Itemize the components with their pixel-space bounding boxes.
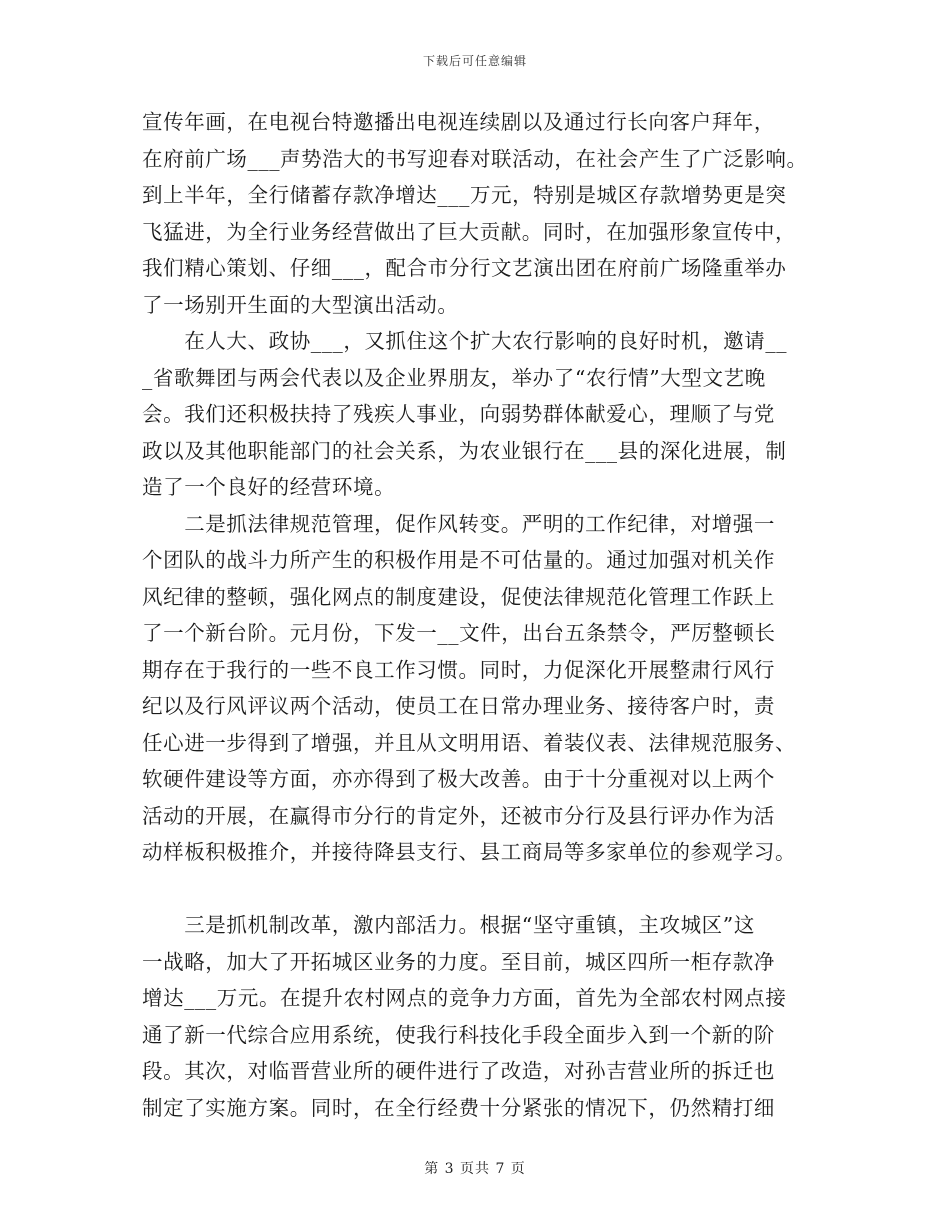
page-header-note: 下载后可任意编辑	[422, 54, 527, 68]
text-line: 飞猛进，为全行业务经营做出了巨大贡献。同时，在加强形象宣传中，	[142, 219, 797, 244]
text-line: 政以及其他职能部门的社会关系，为农业银行在___县的深化进展，制	[142, 438, 787, 463]
text-line: 风纪律的整顿，强化网点的制度建设，促使法律规范化管理工作跃上	[142, 584, 775, 609]
text-line: 了一个新台阶。元月份，下发一__文件，出台五条禁令，严厉整顿长	[142, 621, 776, 645]
text-line: 我们精心策划、仔细___，配合市分行文艺演出团在府前广场隆重举办	[142, 256, 787, 280]
text-line: 纪以及行风评议两个活动，使员工在日常办理业务、接待客户时，责	[142, 694, 775, 718]
text-line: 了一场别开生面的大型演出活动。	[142, 292, 459, 317]
page-number: 第 3 页共 7 页	[424, 1161, 526, 1177]
text-line: 个团队的战斗力所产生的积极作用是不可估量的。通过加强对机关作	[142, 548, 775, 572]
text-line: 到上半年，全行储蓄存款净增达___万元，特别是城区存款增势更是突	[142, 183, 787, 207]
text-line: 制定了实施方案。同时，在全行经费十分紧张的情况下，仍然精打细	[142, 1095, 775, 1120]
paragraph-1	[142, 104, 814, 323]
text-line: 段。其次，对临晋营业所的硬件进行了改造，对孙吉营业所的拆迁也	[142, 1059, 775, 1083]
text-line: 造了一个良好的经营环境。	[142, 475, 396, 499]
text-line: 在府前广场___声势浩大的书写迎春对联活动，在社会产生了广泛影响。	[142, 146, 808, 171]
paragraph-2	[142, 323, 814, 506]
text-line: 动样板积极推介，并接待降县支行、县工商局等多家单位的参观学习。	[142, 840, 797, 864]
text-line: 任心进一步得到了增强，并且从文明用语、着装仪表、法律规范服务、	[142, 730, 797, 755]
text-line: 在人大、政协___，又抓住这个扩大农行影响的良好时机，邀请__	[142, 329, 788, 353]
text-line: 会。我们还积极扶持了残疾人事业，向弱势群体献爱心，理顺了与党	[142, 402, 775, 426]
paragraph-3	[142, 506, 814, 908]
text-line: 宣传年画，在电视台特邀播出电视连续剧以及通过行长向客户拜年，	[142, 110, 775, 134]
text-line: 通了新一代综合应用系统，使我行科技化手段全面步入到一个新的阶	[142, 1022, 775, 1047]
text-line: 期存在于我行的一些不良工作习惯。同时，力促深化开展整肃行风行	[142, 657, 775, 682]
text-line: 软硬件建设等方面，亦亦得到了极大改善。由于十分重视对以上两个	[142, 767, 775, 791]
text-line: 一战略，加大了开拓城区业务的力度。至目前，城区四所一柜存款净	[142, 949, 775, 974]
text-line: 活动的开展，在赢得市分行的肯定外，还被市分行及县行评办作为活	[142, 803, 775, 828]
text-line: 三是抓机制改革，激内部活力。根据“坚守重镇，主攻城区”这	[142, 913, 755, 937]
document-body	[142, 104, 814, 1126]
text-line: 增达___万元。在提升农村网点的竞争力方面，首先为全部农村网点接	[142, 986, 787, 1010]
text-line: 二是抓法律规范管理，促作风转变。严明的工作纪律，对增强一	[142, 511, 775, 536]
paragraph-4	[142, 907, 814, 1126]
text-line	[142, 871, 814, 908]
text-line: _省歌舞团与两会代表以及企业界朋友，举办了“农行情”大型文艺晚	[142, 365, 766, 390]
